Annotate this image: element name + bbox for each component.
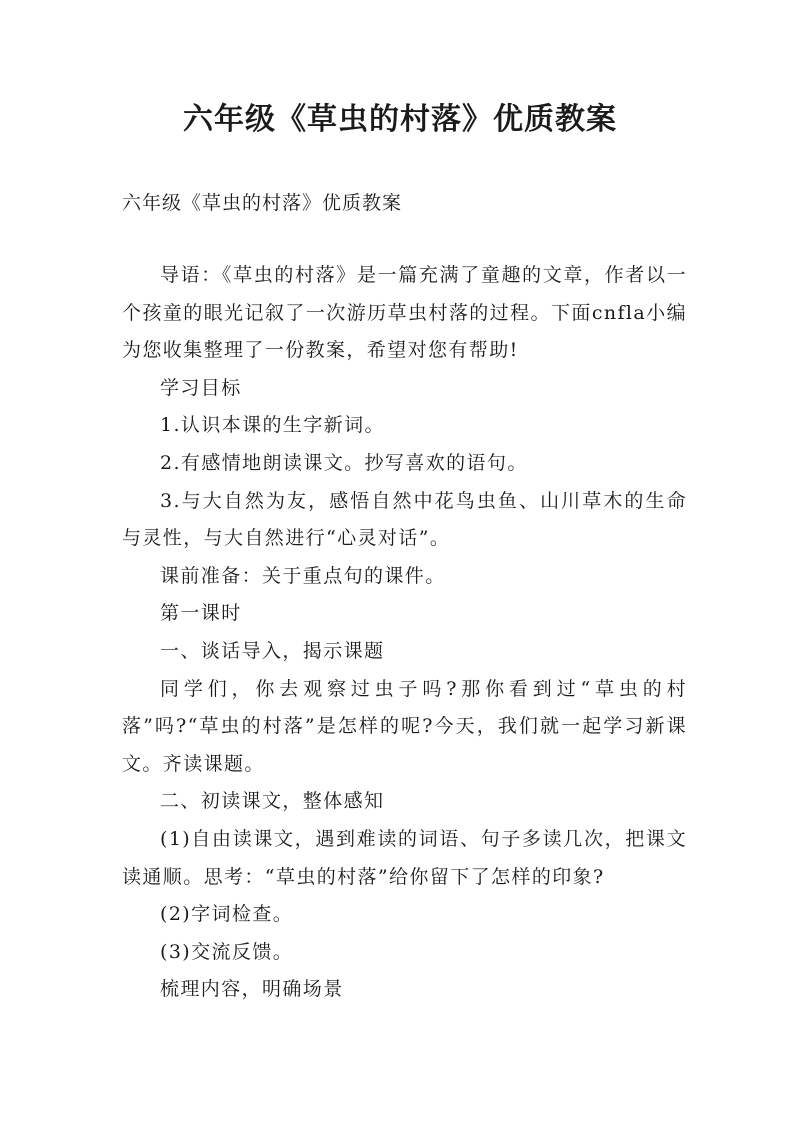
paragraph-section-2: 二、初读课文，整体感知: [160, 790, 385, 813]
paragraph-step-2: (2)字词检查。: [160, 903, 294, 926]
paragraph-summary: 梳理内容，明确场景: [160, 978, 344, 1001]
paragraph-goal-3: 3.与大自然为友，感悟自然中花鸟虫鱼、山川草木的生命与灵性，与大自然进行“心灵对话”。: [122, 489, 687, 550]
paragraph-heading-goals: 学习目标: [160, 376, 242, 399]
paragraph-intro: 导语：《草虫的村落》是一篇充满了童趣的文章，作者以一个孩童的眼光记叙了一次游历草虫村落的过程。下面cnfla小编为您收集整理了一份教案，希望对您有帮助!: [122, 264, 687, 362]
paragraph-step-1: (1)自由读课文，遇到难读的词语、句子多读几次，把课文读通顺。思考：“草虫的村落”给你留下了怎样的印象?: [122, 827, 687, 888]
paragraph-section-1-text: 同学们，你去观察过虫子吗?那你看到过“草虫的村落”吗?“草虫的村落”是怎样的呢?今天，我们就一起学习新课文。齐读课题。: [122, 677, 687, 775]
paragraph-step-3: (3)交流反馈。: [160, 940, 294, 963]
paragraph-lesson-one: 第一课时: [160, 602, 242, 625]
page-title: 六年级《草虫的村落》优质教案: [183, 102, 617, 137]
paragraph-goal-2: 2.有感情地朗读课文。抄写喜欢的语句。: [160, 451, 528, 474]
paragraph-goal-1: 1.认识本课的生字新词。: [160, 414, 385, 437]
document-body: [122, 257, 687, 1009]
paragraph-preparation: 课前准备：关于重点句的课件。: [160, 564, 446, 587]
paragraph-section-1: 一、谈话导入，揭示课题: [160, 639, 385, 662]
document-subtitle: 六年级《草虫的村落》优质教案: [122, 192, 403, 214]
